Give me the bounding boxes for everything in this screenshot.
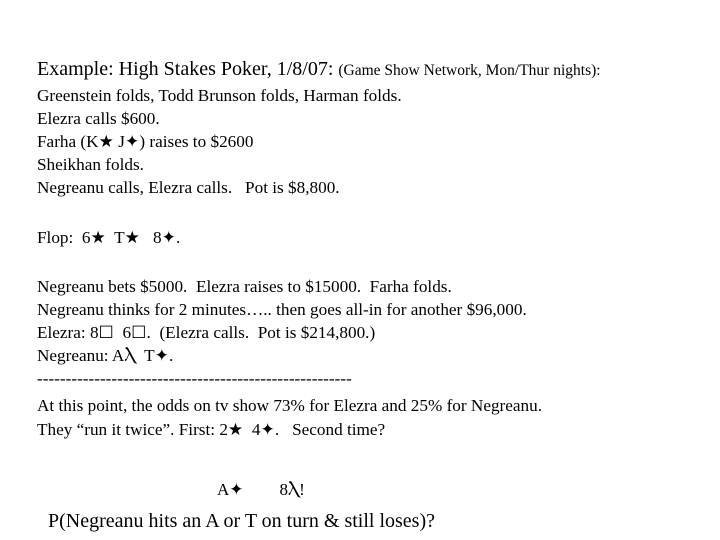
second-runout xyxy=(217,480,305,500)
action-line-7: Negreanu bets $5000. Elezra raises to $15000. Farha folds. xyxy=(37,277,452,296)
slide-heading xyxy=(37,57,601,83)
elezra-hand-line: Elezra: 8☐ 6☐. (Elezra calls. Pot is $214,800.) xyxy=(37,323,376,342)
question-text: P(Negreanu hits an A or T on turn & still loses)? xyxy=(48,510,436,532)
negreanu-hand-line: Negreanu: AⲖ T✦. xyxy=(37,346,174,365)
run-twice-line: They “run it twice”. First: 2★ 4✦. Second time? xyxy=(37,420,386,439)
heading-main: Example: High Stakes Poker, 1/8/07: xyxy=(37,58,339,80)
heading-sub: (Game Show Network, Mon/Thur nights): xyxy=(338,62,601,79)
runout-card-1: A✦ xyxy=(217,480,244,499)
action-line-2: Elezra calls $600. xyxy=(37,109,160,128)
separator-line: ------------------------------------------------------- xyxy=(37,369,352,388)
action-line-4: Sheikhan folds. xyxy=(37,155,144,174)
action-line-5: Negreanu calls, Elezra calls. Pot is $8,800. xyxy=(37,178,340,197)
odds-line: At this point, the odds on tv show 73% for Elezra and 25% for Negreanu. xyxy=(37,396,543,415)
action-line-3: Farha (K★ J✦) raises to $2600 xyxy=(37,132,254,151)
action-line-8: Negreanu thinks for 2 minutes….. then goes all-in for another $96,000. xyxy=(37,300,527,319)
flop-line: Flop: 6★ T★ 8✦. xyxy=(37,228,181,247)
action-line-1: Greenstein folds, Todd Brunson folds, Harman folds. xyxy=(37,86,402,105)
runout-card-2: 8Ⲗ! xyxy=(279,480,305,499)
